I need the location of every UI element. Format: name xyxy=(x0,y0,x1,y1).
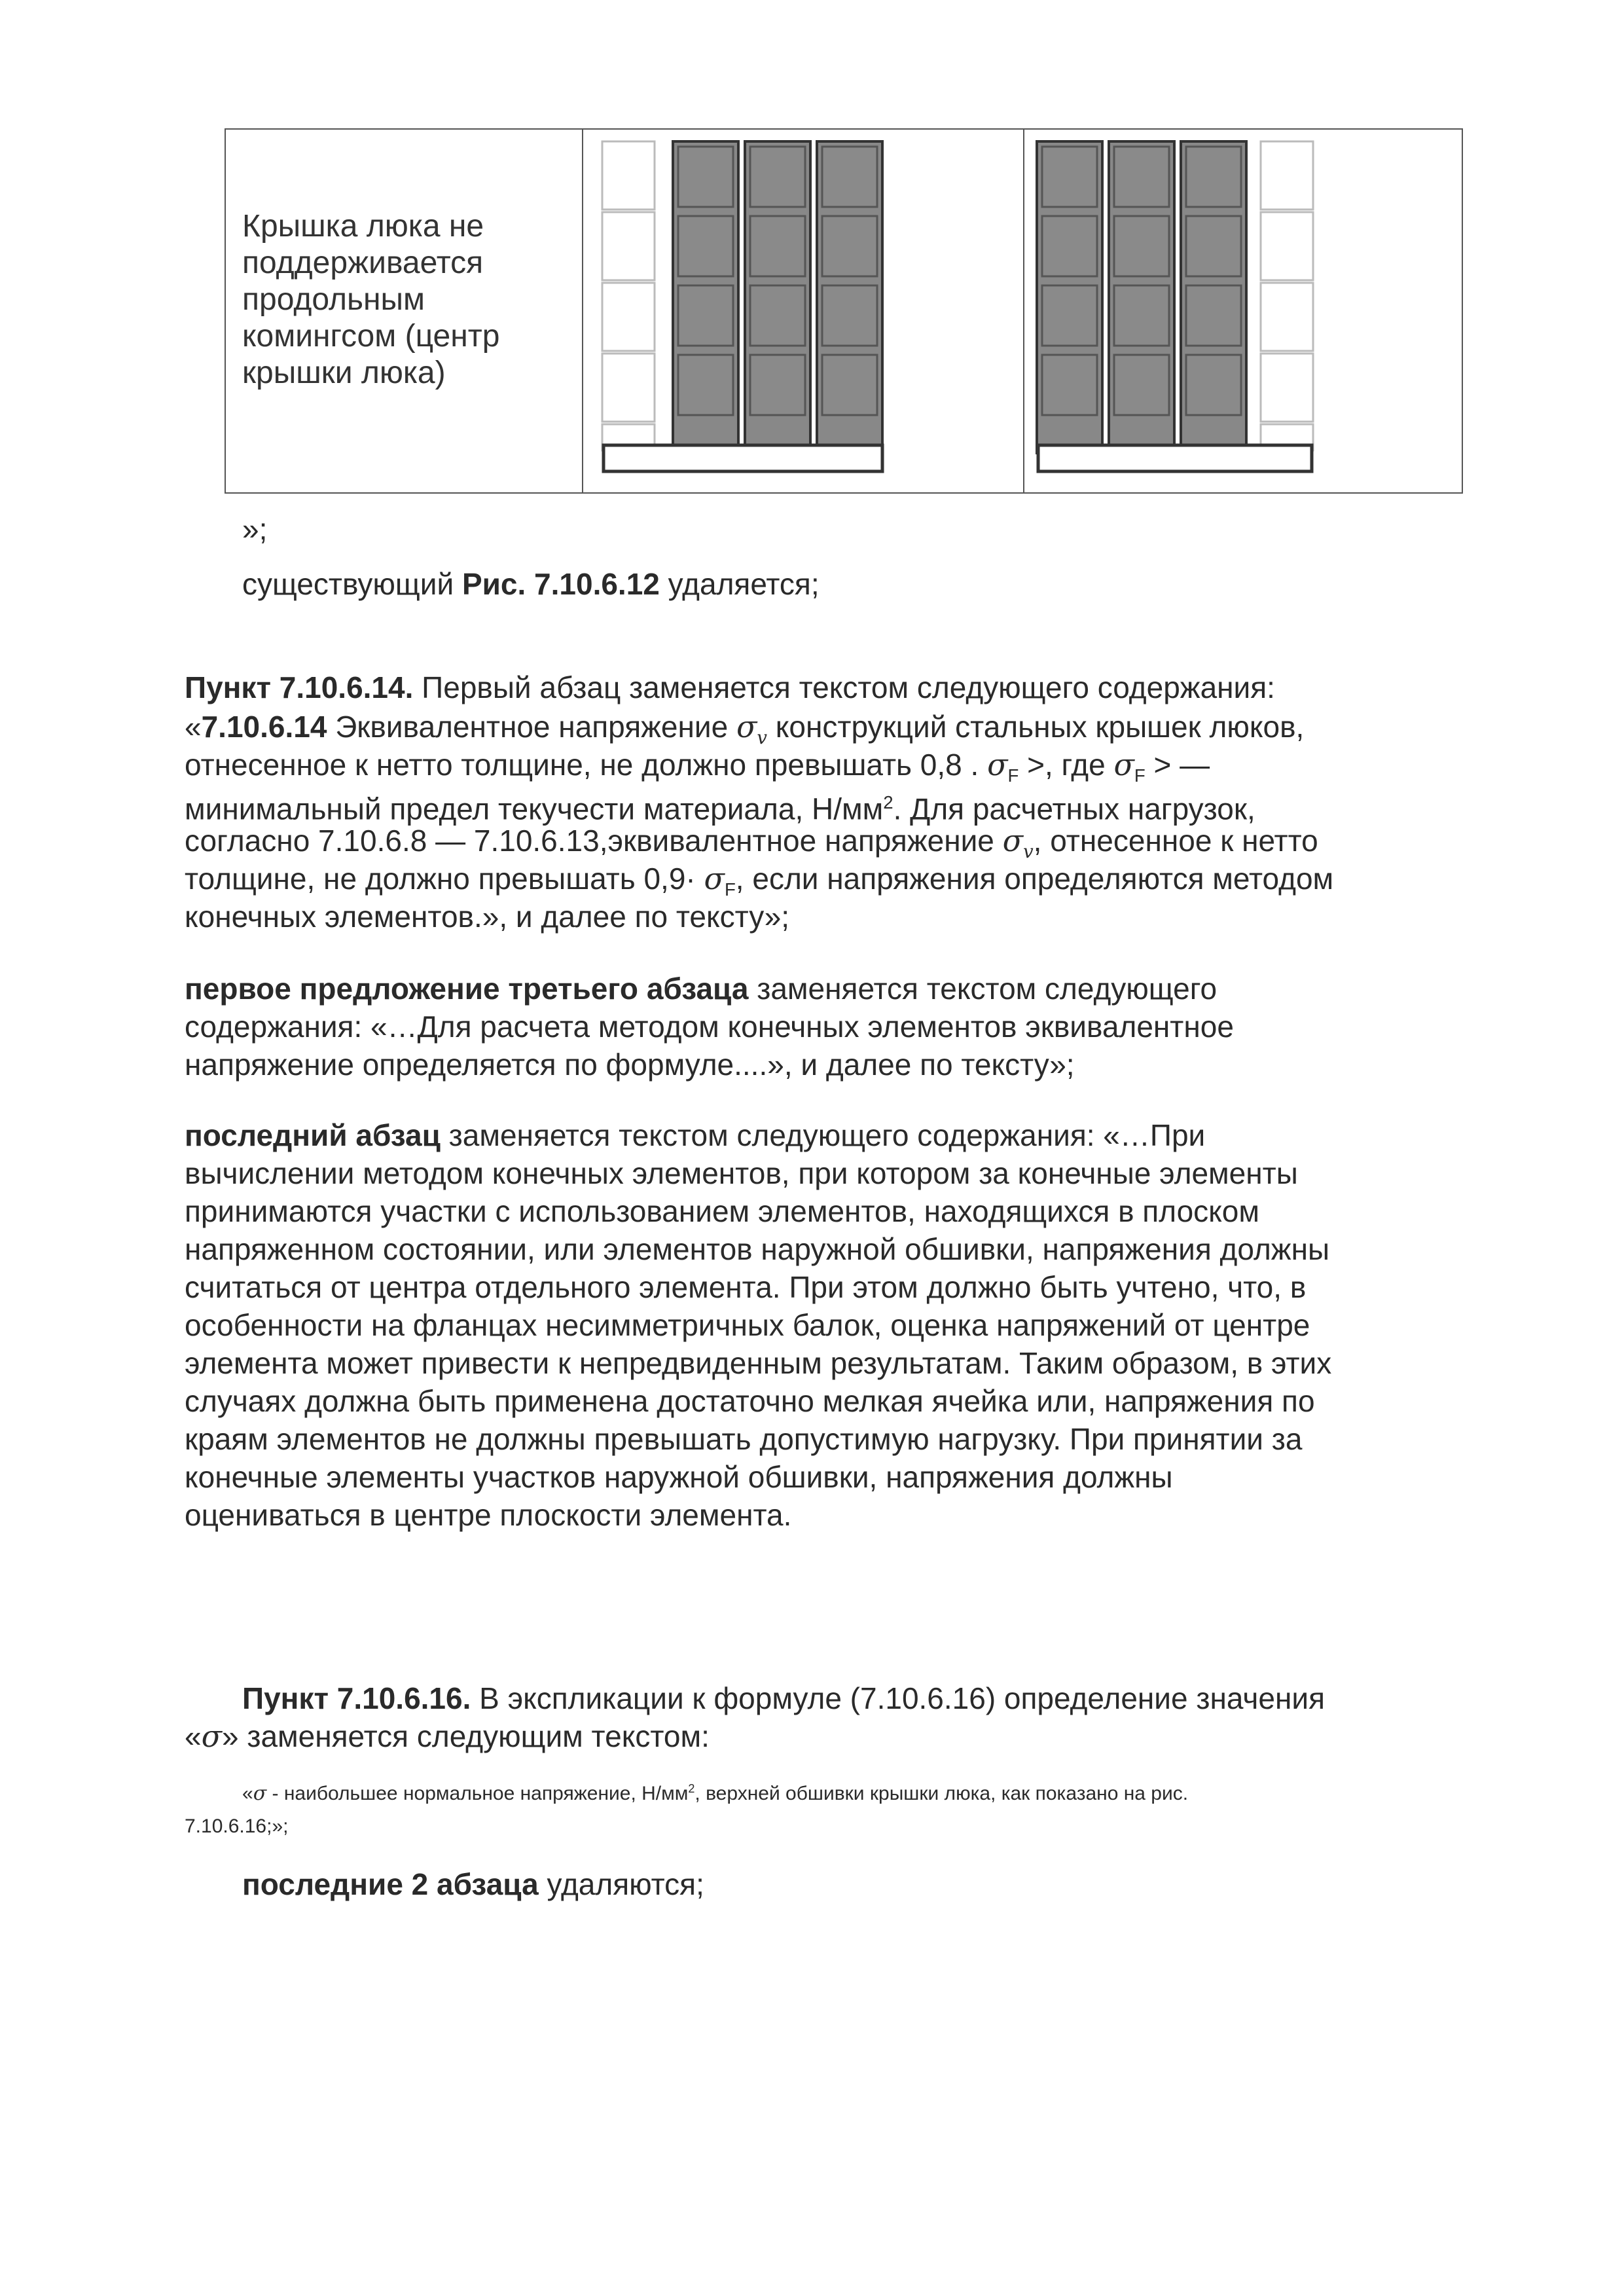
text: , если напряжения определяются методом xyxy=(735,862,1334,896)
shaded-column xyxy=(817,141,882,453)
text: > — xyxy=(1145,748,1210,782)
sigma-symbol: σ xyxy=(736,709,757,744)
para-line xyxy=(185,669,1275,706)
text: >, где xyxy=(1019,748,1114,782)
hatch-cover-diagram-left xyxy=(601,139,889,479)
para-line xyxy=(185,970,1217,1007)
table-divider xyxy=(1023,130,1024,492)
para-line xyxy=(242,1680,1325,1717)
text: отнесенное к нетто толщине, не должно превышать 0,8 . xyxy=(185,748,988,782)
text: В экспликации к формуле (7.10.6.16) определение значения xyxy=(471,1681,1325,1715)
text: » заменяется следующим текстом: xyxy=(222,1719,710,1753)
sigma-symbol: σ xyxy=(704,861,725,896)
text: согласно 7.10.6.8 — 7.10.6.13,эквивалентное напряжение xyxy=(185,824,1003,858)
subscript: F xyxy=(724,879,736,900)
sigma-symbol: σ xyxy=(987,747,1008,782)
text: толщине, не должно превышать 0,9· xyxy=(185,862,704,896)
text: Первый абзац заменяется текстом следующего содержания: xyxy=(413,670,1275,704)
superscript: 2 xyxy=(883,792,893,812)
plain-column xyxy=(1261,141,1313,450)
sigma-symbol: σ xyxy=(1002,823,1024,858)
close-quote: »; xyxy=(242,512,268,546)
text: , отнесенное к нетто xyxy=(1033,824,1318,858)
text: Эквивалентное напряжение xyxy=(327,710,736,744)
shaded-column xyxy=(1181,141,1246,453)
cell-line: комингсом (центр xyxy=(242,319,500,354)
para-line xyxy=(185,1718,710,1755)
para-line xyxy=(242,1776,1188,1807)
last-two-paragraphs-note xyxy=(242,1866,704,1903)
bold-term: последний абзац xyxy=(185,1118,441,1152)
subscript: v xyxy=(1023,841,1034,863)
superscript: 2 xyxy=(688,1782,695,1795)
text: заменяется текстом следующего содержания: «…При xyxy=(440,1118,1206,1152)
shaded-column xyxy=(673,141,738,453)
para-line: конечные элементы участков наружной обшивки, напряжения должны xyxy=(185,1460,1173,1494)
shaded-column xyxy=(745,141,810,453)
para-line: краям элементов не должны превышать допустимую нагрузку. При принятии за xyxy=(185,1422,1303,1456)
para-line: напряжение определяется по формуле....», и далее по тексту»; xyxy=(185,1048,1075,1082)
para-line: элемента может привести к непредвиденным результатам. Таким образом, в этих xyxy=(185,1346,1332,1380)
cell-line: крышки люка) xyxy=(242,355,446,390)
shaded-column xyxy=(1109,141,1174,453)
para-line: случаях должна быть применена достаточно мелкая ячейка или, напряжения по xyxy=(185,1384,1315,1418)
text: существующий xyxy=(242,567,462,601)
subscript: F xyxy=(1007,765,1019,786)
text: удаляются; xyxy=(538,1867,704,1901)
subscript: F xyxy=(1134,765,1146,786)
clause-ref: Пункт 7.10.6.14. xyxy=(185,670,414,704)
sigma-symbol: σ xyxy=(253,1782,267,1805)
bold-term: последние 2 абзаца xyxy=(242,1867,539,1901)
subscript: v xyxy=(757,727,767,749)
text: , верхней обшивки крышки люка, как показано на рис. xyxy=(695,1783,1189,1804)
existing-figure-note xyxy=(242,566,820,602)
clause-ref: Пункт 7.10.6.16. xyxy=(242,1681,471,1715)
cell-line: Крышка люка не xyxy=(242,209,484,244)
para-line: конечных элементов.», и далее по тексту»; xyxy=(185,900,790,934)
text: удаляется; xyxy=(659,567,820,601)
hatch-cover-diagram-right xyxy=(1036,139,1324,479)
table-cell-description xyxy=(242,208,569,392)
text: заменяется текстом следующего xyxy=(748,972,1218,1006)
para-line xyxy=(185,1117,1205,1154)
para-line: напряженном состоянии, или элементов наружной обшивки, напряжения должны xyxy=(185,1232,1330,1266)
plain-column xyxy=(602,141,655,450)
text: « xyxy=(242,1783,253,1804)
cell-line: поддерживается xyxy=(242,246,484,280)
para-line: содержания: «…Для расчета методом конечных элементов эквивалентное xyxy=(185,1010,1234,1044)
para-line: 7.10.6.16;»; xyxy=(185,1815,289,1837)
text: минимальный предел текучести материала, Н/мм xyxy=(185,792,884,826)
text: . Для расчетных нагрузок, xyxy=(893,792,1255,826)
text: - наибольшее нормальное напряжение, Н/мм xyxy=(266,1783,689,1804)
sigma-symbol: σ xyxy=(201,1719,222,1754)
clause-ref: 7.10.6.14 xyxy=(201,710,327,744)
cell-line: продольным xyxy=(242,282,425,317)
coaming-bar xyxy=(1038,445,1312,471)
text: конструкций стальных крышек люков, xyxy=(767,710,1305,744)
figure-ref: Рис. 7.10.6.12 xyxy=(461,567,660,601)
shaded-column xyxy=(1037,141,1102,453)
text: « xyxy=(185,1719,202,1753)
para-line: особенности на фланцах несимметричных балок, оценка напряжений от центре xyxy=(185,1308,1310,1342)
para-line xyxy=(185,784,1255,827)
para-line: считаться от центра отдельного элемента. При этом должно быть учтено, что, в xyxy=(185,1270,1307,1304)
text: « xyxy=(185,710,202,744)
sigma-symbol: σ xyxy=(1113,747,1134,782)
bold-term: первое предложение третьего абзаца xyxy=(185,972,749,1006)
table-divider xyxy=(582,130,583,492)
para-line: оцениваться в центре плоскости элемента. xyxy=(185,1498,792,1532)
para-line: принимаются участки с использованием элементов, находящихся в плоском xyxy=(185,1194,1260,1228)
coaming-bar xyxy=(604,445,882,471)
para-line: вычислении методом конечных элементов, при котором за конечные элементы xyxy=(185,1156,1298,1190)
